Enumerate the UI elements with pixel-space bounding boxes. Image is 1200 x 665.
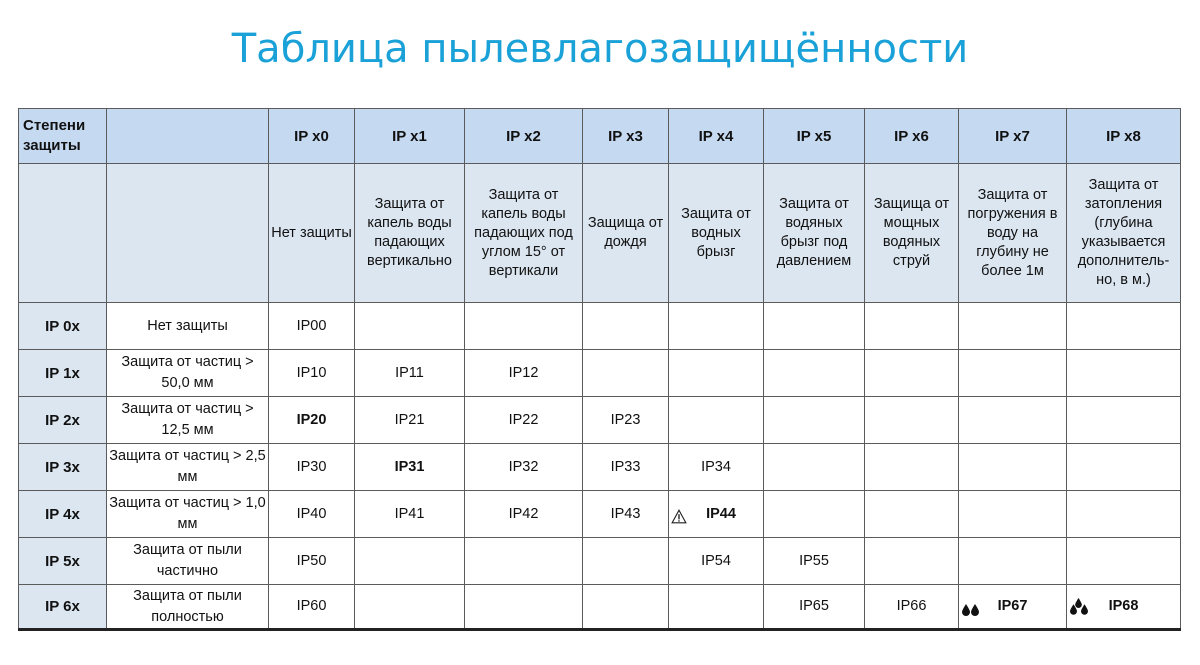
column-description: Защища от мощных водяных струй bbox=[865, 164, 959, 303]
table-row bbox=[19, 585, 1181, 630]
empty-cell bbox=[583, 303, 669, 350]
column-description: Защита от водяных брызг под давлением bbox=[764, 164, 865, 303]
empty-cell bbox=[583, 585, 669, 630]
header-col: IP x6 bbox=[865, 109, 959, 164]
ip-code-cell bbox=[355, 444, 465, 491]
empty-cell bbox=[865, 350, 959, 397]
empty-cell bbox=[1067, 491, 1181, 538]
description-row bbox=[19, 164, 1181, 303]
header-col: IP x8 bbox=[1067, 109, 1181, 164]
empty-cell bbox=[959, 491, 1067, 538]
row-label: IP 1x bbox=[19, 350, 107, 397]
table-row bbox=[19, 491, 1181, 538]
ip-code-cell bbox=[865, 585, 959, 630]
column-description: Защита от затопления (глубина указывается дополнитель-но, в м.) bbox=[1067, 164, 1181, 303]
ip-code: IP00 bbox=[296, 317, 327, 334]
ip-code-cell bbox=[1067, 585, 1181, 630]
empty-cell bbox=[355, 303, 465, 350]
row-label: IP 3x bbox=[19, 444, 107, 491]
empty-cell bbox=[865, 538, 959, 585]
empty-cell bbox=[959, 303, 1067, 350]
ip-code-cell bbox=[355, 350, 465, 397]
column-description: Защита от капель воды падающих вертикально bbox=[355, 164, 465, 303]
desc-blank bbox=[107, 164, 269, 303]
row-description: Защита от частиц > 50,0 мм bbox=[107, 350, 269, 397]
empty-cell bbox=[583, 538, 669, 585]
ip-code-cell bbox=[269, 585, 355, 630]
desc-blank bbox=[19, 164, 107, 303]
ip-code: IP22 bbox=[508, 411, 539, 428]
column-description: Защита от погружения в воду на глубину не более 1м bbox=[959, 164, 1067, 303]
header-col: IP x4 bbox=[669, 109, 764, 164]
row-description: Защита от частиц > 1,0 мм bbox=[107, 491, 269, 538]
ip-code-cell bbox=[355, 397, 465, 444]
ip-code: IP66 bbox=[896, 598, 927, 614]
empty-cell bbox=[355, 585, 465, 630]
header-col: IP x2 bbox=[465, 109, 583, 164]
column-description: Защита от водных брызг bbox=[669, 164, 764, 303]
water-drops-icon bbox=[1069, 598, 1091, 622]
ip-code-cell bbox=[465, 444, 583, 491]
empty-cell bbox=[959, 538, 1067, 585]
ip-code: IP44 bbox=[706, 505, 736, 522]
empty-cell bbox=[1067, 397, 1181, 444]
empty-cell bbox=[1067, 350, 1181, 397]
empty-cell bbox=[669, 585, 764, 630]
warning-triangle-icon bbox=[671, 509, 687, 530]
header-col: IP x5 bbox=[764, 109, 865, 164]
row-description: Нет защиты bbox=[107, 303, 269, 350]
ip-code: IP54 bbox=[701, 552, 731, 569]
row-description: Защита от пыли полностью bbox=[107, 585, 269, 630]
header-col: IP x3 bbox=[583, 109, 669, 164]
empty-cell bbox=[959, 397, 1067, 444]
row-description: Защита от частиц > 12,5 мм bbox=[107, 397, 269, 444]
page-title: Таблица пылевлагозащищённости bbox=[231, 26, 969, 72]
row-label: IP 2x bbox=[19, 397, 107, 444]
row-label: IP 6x bbox=[19, 585, 107, 630]
ip-code-cell bbox=[269, 350, 355, 397]
ip-code-cell bbox=[583, 444, 669, 491]
ip-code: IP30 bbox=[296, 458, 327, 475]
ip-code: IP40 bbox=[296, 505, 327, 522]
row-label: IP 4x bbox=[19, 491, 107, 538]
ip-code: IP11 bbox=[395, 364, 424, 381]
table-row bbox=[19, 303, 1181, 350]
ip-code: IP34 bbox=[701, 458, 731, 475]
water-drops-icon bbox=[961, 602, 981, 622]
table-row bbox=[19, 350, 1181, 397]
ip-code: IP55 bbox=[799, 552, 829, 569]
ip-code: IP12 bbox=[508, 364, 539, 381]
ip-code: IP68 bbox=[1108, 598, 1139, 614]
row-label: IP 5x bbox=[19, 538, 107, 585]
table-row bbox=[19, 538, 1181, 585]
ip-code: IP10 bbox=[296, 364, 327, 381]
header-blank bbox=[107, 109, 269, 164]
empty-cell bbox=[959, 444, 1067, 491]
empty-cell bbox=[764, 303, 865, 350]
empty-cell bbox=[583, 350, 669, 397]
ip-code-cell bbox=[355, 491, 465, 538]
ip-code-cell bbox=[269, 303, 355, 350]
ip-code: IP21 bbox=[394, 411, 425, 428]
ip-code-cell bbox=[959, 585, 1067, 630]
ip-code-cell bbox=[583, 397, 669, 444]
header-col: IP x1 bbox=[355, 109, 465, 164]
empty-cell bbox=[669, 303, 764, 350]
empty-cell bbox=[1067, 444, 1181, 491]
column-description: Нет защиты bbox=[269, 164, 355, 303]
ip-code-cell bbox=[269, 397, 355, 444]
ip-code: IP31 bbox=[394, 458, 425, 475]
empty-cell bbox=[355, 538, 465, 585]
ip-code: IP33 bbox=[610, 458, 641, 475]
empty-cell bbox=[669, 397, 764, 444]
ip-code: IP65 bbox=[799, 598, 829, 614]
header-col: IP x7 bbox=[959, 109, 1067, 164]
empty-cell bbox=[865, 491, 959, 538]
ip-code-cell bbox=[465, 350, 583, 397]
empty-cell bbox=[465, 303, 583, 350]
empty-cell bbox=[764, 444, 865, 491]
table-row bbox=[19, 444, 1181, 491]
ip-code-cell bbox=[669, 538, 764, 585]
empty-cell bbox=[959, 350, 1067, 397]
empty-cell bbox=[865, 303, 959, 350]
header-row bbox=[19, 109, 1181, 164]
ip-code-cell bbox=[669, 491, 764, 538]
ip-code-cell bbox=[269, 538, 355, 585]
ip-code: IP32 bbox=[508, 458, 539, 475]
ip-code-cell bbox=[669, 444, 764, 491]
ip-code: IP42 bbox=[508, 505, 539, 522]
ip-code-cell bbox=[764, 585, 865, 630]
empty-cell bbox=[764, 491, 865, 538]
ip-code-cell bbox=[269, 491, 355, 538]
ip-code: IP50 bbox=[296, 552, 327, 569]
empty-cell bbox=[669, 350, 764, 397]
ip-code: IP20 bbox=[296, 411, 327, 428]
ip-code-cell bbox=[465, 397, 583, 444]
table-row bbox=[19, 397, 1181, 444]
ip-code-cell bbox=[583, 491, 669, 538]
ip-code: IP67 bbox=[997, 598, 1028, 614]
ip-code: IP41 bbox=[394, 505, 425, 522]
ip-code: IP60 bbox=[296, 598, 327, 614]
empty-cell bbox=[1067, 303, 1181, 350]
ip-code-cell bbox=[269, 444, 355, 491]
empty-cell bbox=[465, 538, 583, 585]
ip-code-cell bbox=[764, 538, 865, 585]
row-label: IP 0x bbox=[19, 303, 107, 350]
row-description: Защита от частиц > 2,5 мм bbox=[107, 444, 269, 491]
column-description: Защита от капель воды падающих под углом 15° от вертикали bbox=[465, 164, 583, 303]
ip-code: IP43 bbox=[610, 505, 641, 522]
header-corner: Степени защиты bbox=[19, 109, 107, 164]
empty-cell bbox=[865, 444, 959, 491]
ip-code: IP23 bbox=[610, 411, 641, 428]
column-description: Защища от дождя bbox=[583, 164, 669, 303]
header-col: IP x0 bbox=[269, 109, 355, 164]
empty-cell bbox=[465, 585, 583, 630]
row-description: Защита от пыли частично bbox=[107, 538, 269, 585]
ip-protection-table bbox=[18, 108, 1181, 631]
empty-cell bbox=[764, 397, 865, 444]
empty-cell bbox=[865, 397, 959, 444]
empty-cell bbox=[1067, 538, 1181, 585]
empty-cell bbox=[764, 350, 865, 397]
ip-code-cell bbox=[465, 491, 583, 538]
